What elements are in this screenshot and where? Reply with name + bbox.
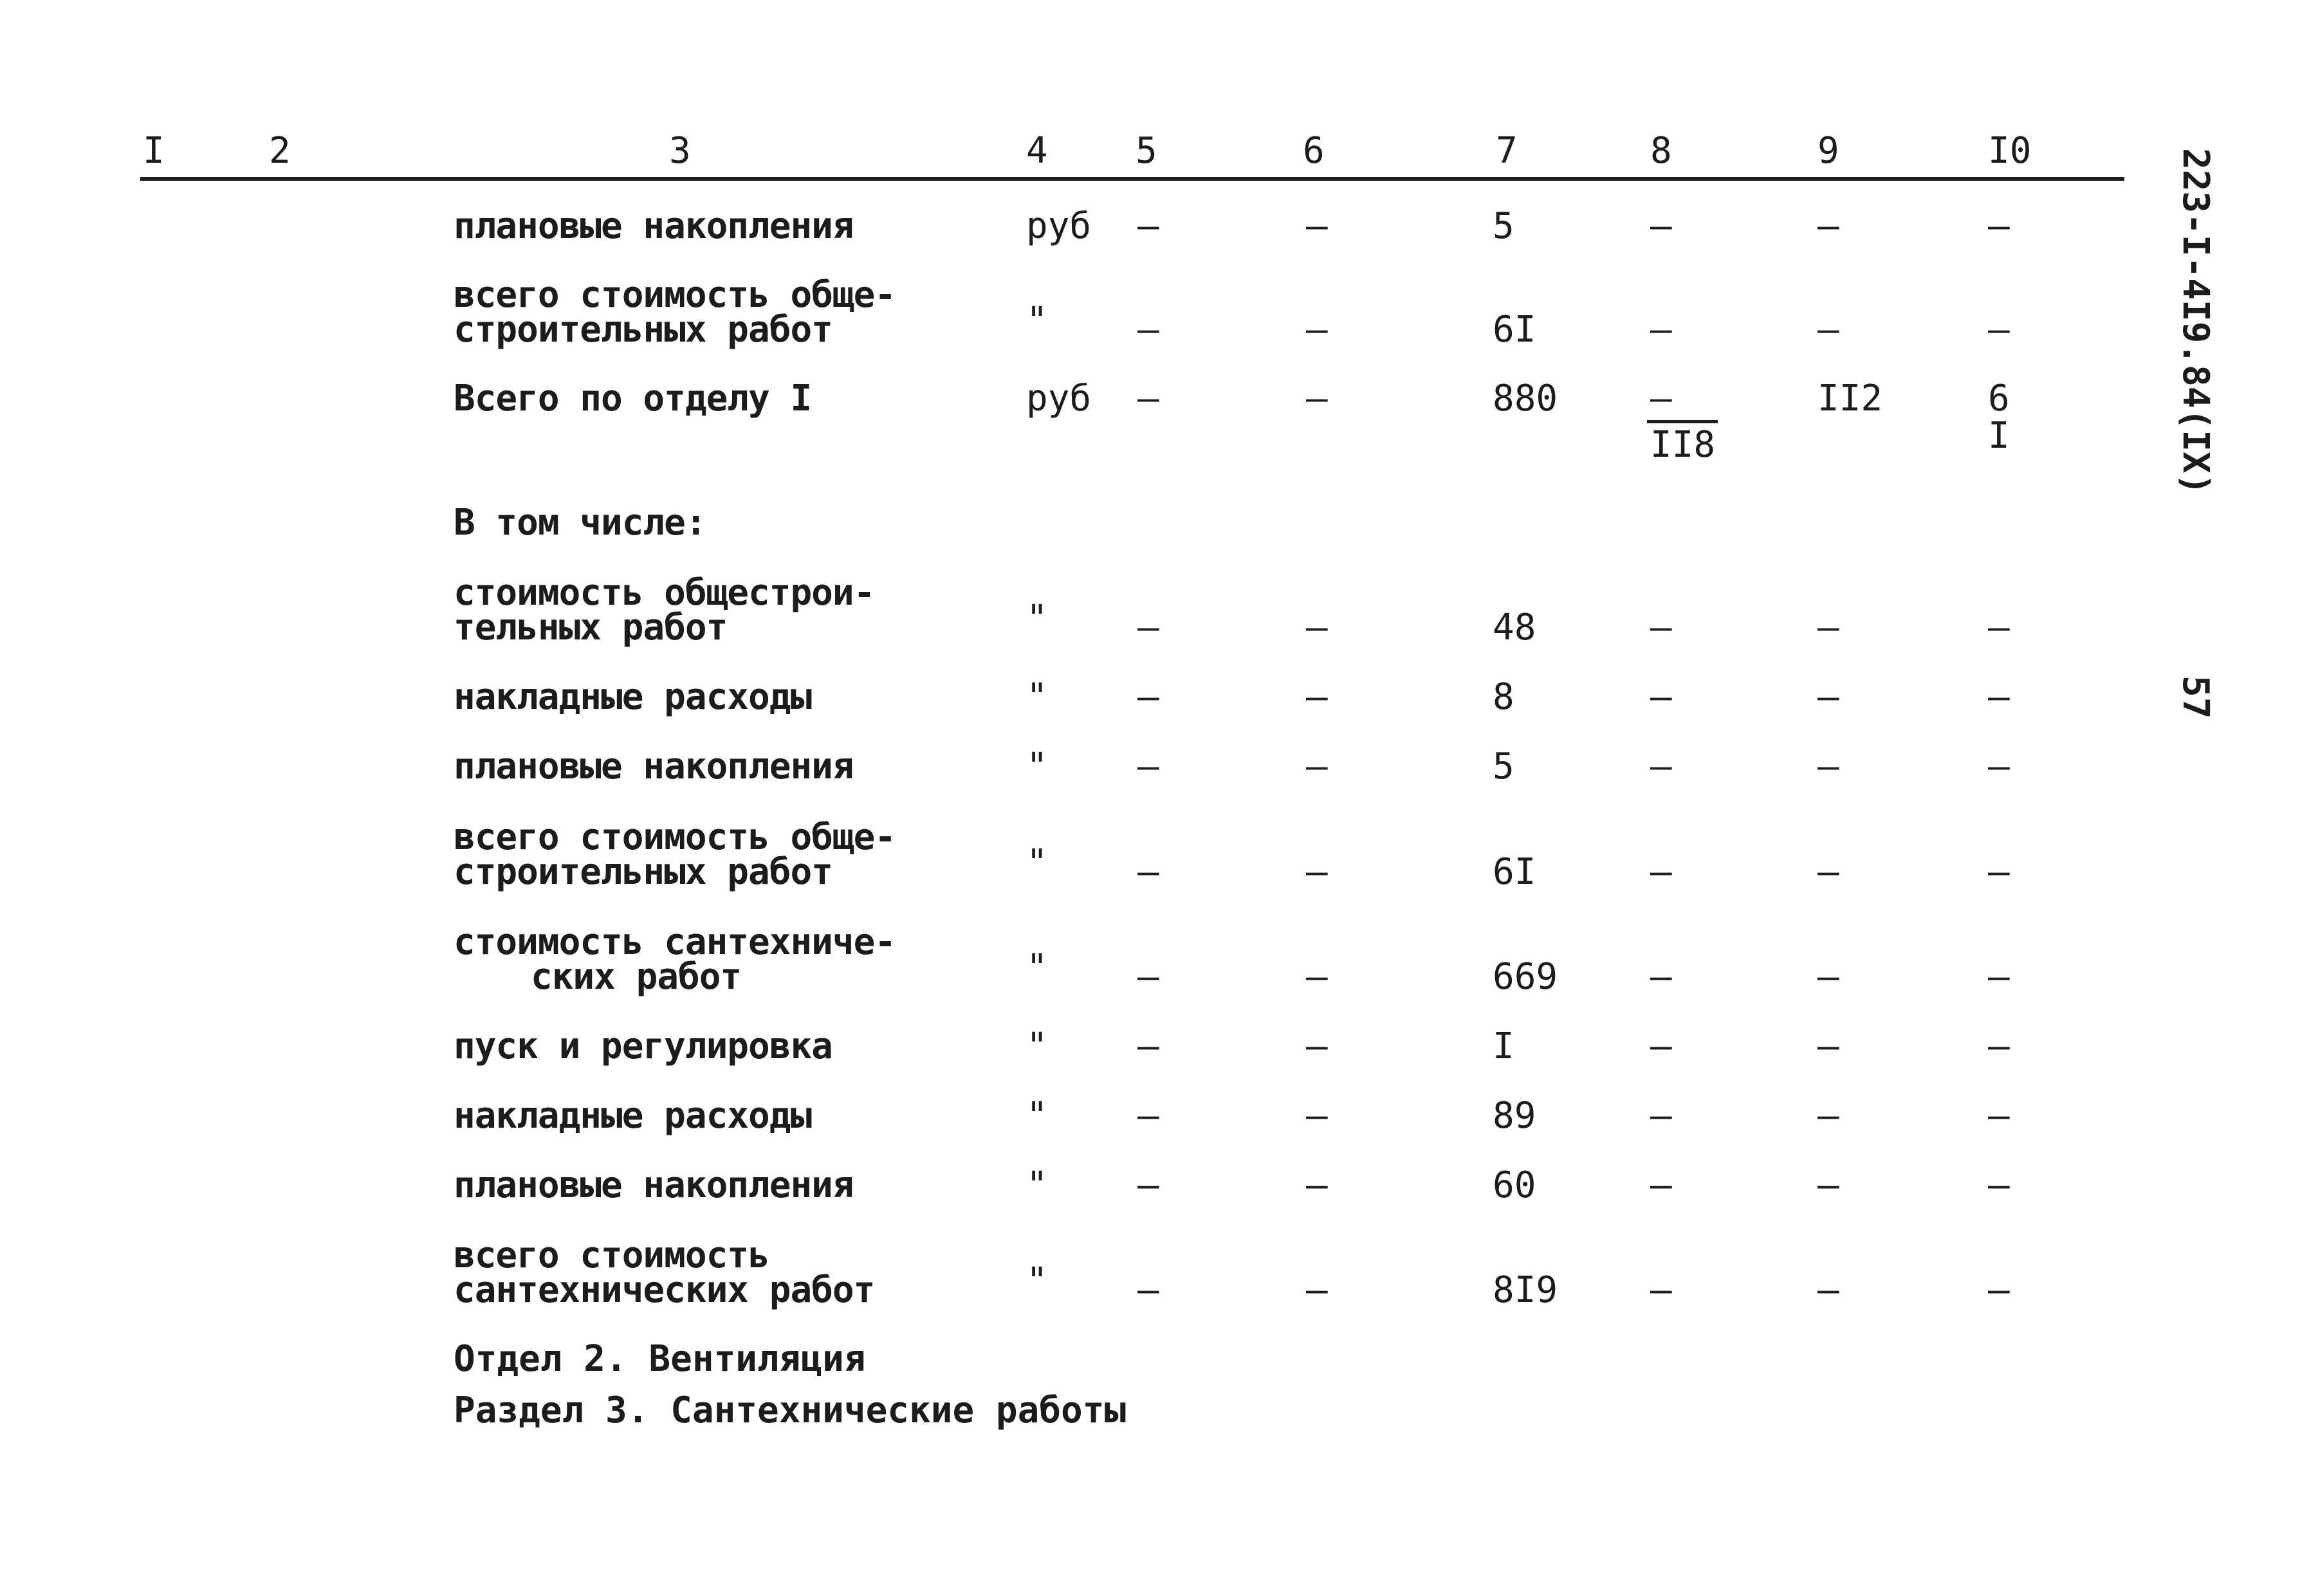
row-col8-top: – [1650, 378, 1672, 419]
row-name: плановые накопления [454, 205, 854, 247]
row-unit: " [1026, 1260, 1048, 1302]
column-header-4: 4 [1026, 130, 1048, 172]
row-name: всего стоимость обще- строительных работ [454, 274, 896, 351]
row-col10-bottom: I [1988, 415, 2010, 457]
row-col6: – [1306, 1164, 1328, 1206]
row-col10: – [1988, 1269, 2010, 1311]
row-col8: – [1650, 746, 1672, 787]
row-col10: – [1988, 205, 2010, 247]
section-title-plumbing: Раздел 3. Сантехнические работы [454, 1390, 1127, 1431]
row-col7: 5 [1493, 746, 1514, 787]
row-name: стоимость сантехниче- ских работ [454, 921, 896, 998]
row-col9: – [1817, 607, 1839, 648]
row-col7: 60 [1493, 1164, 1536, 1206]
row-col9: – [1817, 1025, 1839, 1067]
row-col10-top: 6 [1988, 378, 2010, 419]
document-code [2152, 148, 2242, 508]
row-col5: – [1137, 676, 1159, 718]
row-col5: – [1137, 1025, 1159, 1067]
row-col7: 6I [1493, 851, 1536, 893]
row-col6: – [1306, 1025, 1328, 1067]
row-col6: – [1306, 378, 1328, 419]
row-col5: – [1137, 1269, 1159, 1311]
row-col6: – [1306, 309, 1328, 351]
column-header-2: 2 [269, 130, 291, 172]
row-name: плановые накопления [454, 746, 854, 787]
row-col6: – [1306, 1095, 1328, 1137]
row-col6: – [1306, 607, 1328, 648]
row-name: накладные расходы [454, 1095, 812, 1137]
row-name: плановые накопления [454, 1164, 854, 1206]
row-col9: – [1817, 676, 1839, 718]
row-col8: – [1650, 851, 1672, 893]
row-col5: – [1137, 746, 1159, 787]
column-header-5: 5 [1136, 130, 1157, 172]
row-col8: – [1650, 1095, 1672, 1137]
row-col9: – [1817, 205, 1839, 247]
row-col5: – [1137, 1095, 1159, 1137]
row-col8: – [1650, 676, 1672, 718]
row-unit: " [1026, 300, 1048, 342]
row-col9: – [1817, 1095, 1839, 1137]
row-col5: – [1137, 956, 1159, 998]
row-col6: – [1306, 1269, 1328, 1311]
row-col5: – [1137, 607, 1159, 648]
row-col6: – [1306, 851, 1328, 893]
row-col6: – [1306, 205, 1328, 247]
row-col10: – [1988, 607, 2010, 648]
row-unit: " [1026, 842, 1048, 884]
row-col7: 8I9 [1493, 1269, 1558, 1311]
row-col9: – [1817, 956, 1839, 998]
row-col5: – [1137, 378, 1159, 419]
row-unit: " [1026, 598, 1048, 639]
row-col9: – [1817, 1269, 1839, 1311]
row-unit: " [1026, 676, 1048, 718]
row-col10: – [1988, 851, 2010, 893]
row-col5: – [1137, 205, 1159, 247]
row-unit: " [1026, 1164, 1048, 1206]
column-header-8: 8 [1650, 130, 1672, 172]
row-col10: – [1988, 1164, 2010, 1206]
row-col7: 8 [1493, 676, 1514, 718]
column-header-3: 3 [669, 130, 691, 172]
row-unit: " [1026, 1095, 1048, 1137]
row-col10: – [1988, 309, 2010, 351]
section-title-ventilation: Отдел 2. Вентиляция [454, 1338, 866, 1380]
row-col8: – [1650, 607, 1672, 648]
row-col9: – [1817, 1164, 1839, 1206]
row-col8: – [1650, 956, 1672, 998]
row-col8-bottom: II8 [1650, 424, 1716, 466]
column-header-7: 7 [1496, 130, 1518, 172]
row-unit: " [1026, 1025, 1048, 1067]
column-header-6: 6 [1303, 130, 1325, 172]
row-col5: – [1137, 1164, 1159, 1206]
row-col9: – [1817, 746, 1839, 787]
row-name: пуск и регулировка [454, 1025, 832, 1067]
row-col7: 880 [1493, 378, 1558, 419]
row-col8: – [1650, 1025, 1672, 1067]
section-heading: В том числе: [454, 502, 706, 544]
row-name: всего стоимость обще- строительных работ [454, 816, 896, 893]
row-name: накладные расходы [454, 676, 812, 718]
row-col7: 89 [1493, 1095, 1536, 1137]
fraction-line [1647, 420, 1718, 423]
column-header-9: 9 [1817, 130, 1839, 172]
row-col8: – [1650, 309, 1672, 351]
row-col7: I [1493, 1025, 1514, 1067]
row-col5: – [1137, 309, 1159, 351]
column-header-1: I [143, 130, 165, 172]
row-col10: – [1988, 746, 2010, 787]
page-number-text: 57 [2175, 675, 2216, 719]
row-col7: 669 [1493, 956, 1558, 998]
column-header-10: I0 [1988, 130, 2032, 172]
row-col9: – [1817, 309, 1839, 351]
row-col7: 48 [1493, 607, 1536, 648]
page-number [2152, 675, 2242, 733]
row-col7: 5 [1493, 205, 1514, 247]
row-col8: – [1650, 1269, 1672, 1311]
header-rule [140, 177, 2124, 181]
row-unit: руб [1026, 378, 1092, 419]
row-col9: – [1817, 851, 1839, 893]
row-col10: – [1988, 1025, 2010, 1067]
row-unit: " [1026, 947, 1048, 989]
row-col6: – [1306, 746, 1328, 787]
row-col8: – [1650, 205, 1672, 247]
row-name: стоимость общестрои- тельных работ [454, 572, 875, 648]
row-col6: – [1306, 676, 1328, 718]
row-col9: II2 [1817, 378, 1883, 419]
document-code-text: 223-I-4I9.84(IX) [2175, 148, 2216, 495]
row-col7: 6I [1493, 309, 1536, 351]
row-col10: – [1988, 676, 2010, 718]
row-col6: – [1306, 956, 1328, 998]
row-col10: – [1988, 1095, 2010, 1137]
row-name: Всего по отделу I [454, 378, 812, 419]
row-unit: " [1026, 746, 1048, 787]
row-name: всего стоимость сантехнических работ [454, 1234, 875, 1311]
row-unit: руб [1026, 205, 1092, 247]
row-col5: – [1137, 851, 1159, 893]
row-col10: – [1988, 956, 2010, 998]
row-col8: – [1650, 1164, 1672, 1206]
